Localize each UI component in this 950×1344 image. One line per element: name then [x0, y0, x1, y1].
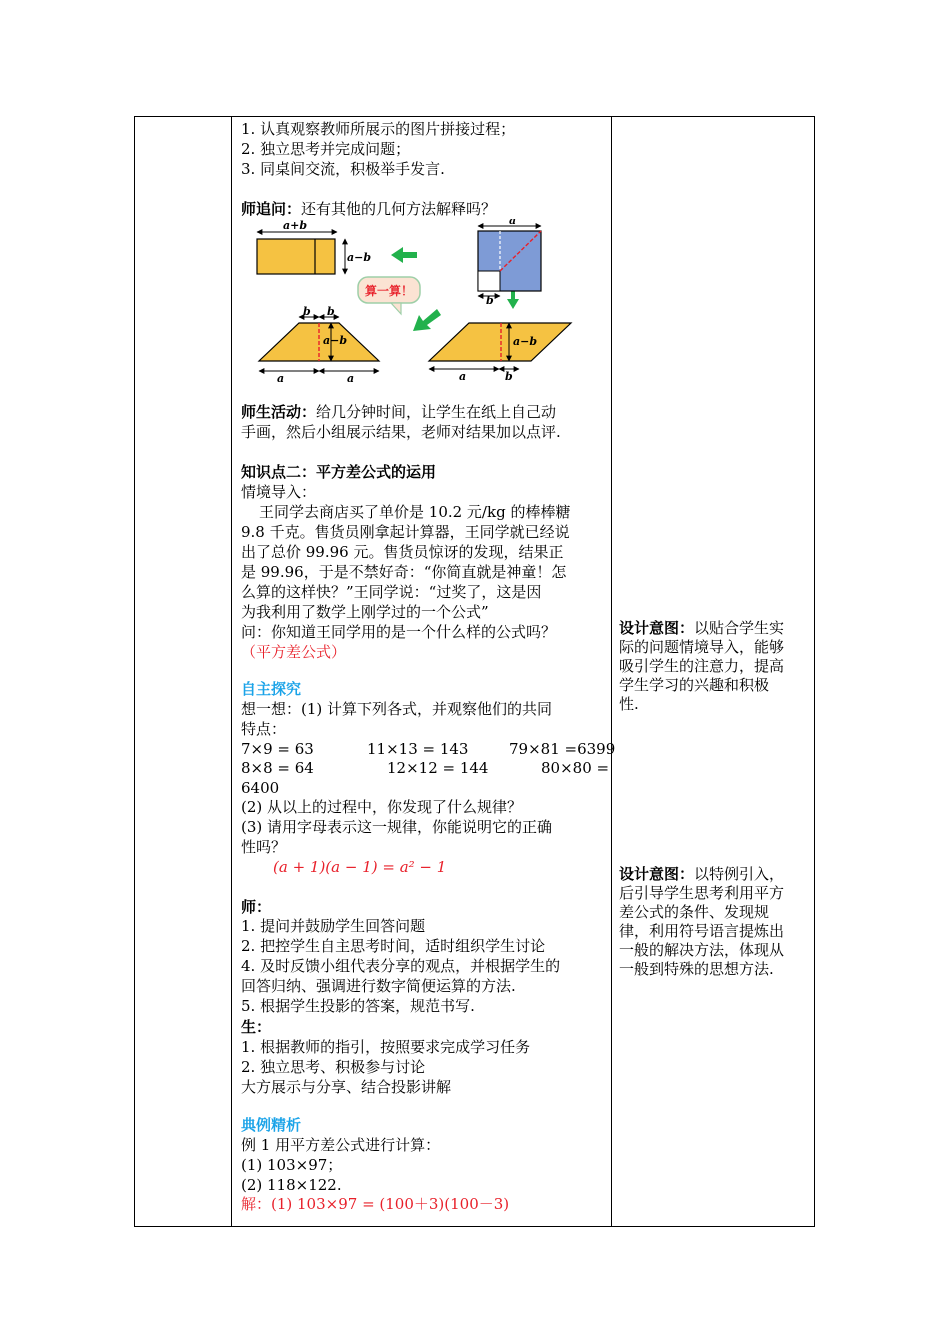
teacher-label: 师：: [241, 898, 272, 916]
square-figure: [478, 219, 541, 307]
example-intro: 例 1 用平方差公式进行计算：: [241, 1136, 441, 1154]
design-line: 吸引学生的注意力，提高: [619, 657, 785, 675]
arrow-diagonal-icon: [413, 309, 441, 331]
explore-title: 自主探究: [241, 680, 302, 698]
teacher-item: 回答归纳、强调进行数字简便运算的方法.: [241, 977, 516, 995]
explore-q2: (2) 从以上的过程中，你发现了什么规律？: [241, 798, 523, 816]
explore-q3b: 性吗？: [241, 838, 287, 856]
student-item: 大方展示与分享、结合投影讲解: [241, 1078, 452, 1096]
rectangle-figure: [257, 219, 371, 274]
example-part-1: (1) 103×97；: [241, 1156, 343, 1174]
story-line: 么算的这样快？”王同学说：“过奖了，这是因: [241, 583, 542, 601]
label-a-trap-right: a: [347, 372, 355, 385]
design-line: 性.: [619, 695, 639, 713]
calc-row-2-wrap: 6400: [241, 779, 280, 797]
knowledge-point-title: 知识点二：平方差公式的运用: [241, 463, 437, 481]
calc-row-1c: 79×81 =6399: [509, 740, 616, 758]
parallelogram-figure: [429, 323, 571, 383]
label-a-top: a: [509, 219, 517, 227]
label-b-square: b: [486, 294, 494, 307]
design-line: 后引导学生思考利用平方: [619, 884, 785, 902]
student-item: 2. 独立思考、积极参与讨论: [241, 1058, 426, 1076]
calc-row-2b: 12×12 = 144: [387, 759, 489, 777]
calc-row-2c: 80×80 =: [541, 759, 610, 777]
design-line: 一般的解决方法，体现从: [619, 941, 785, 959]
teacher-item: 2. 把控学生自主思考时间，适时组织学生讨论: [241, 937, 546, 955]
story-line: 是 99.96，于是不禁好奇：“你简直就是神童！怎: [241, 563, 567, 581]
lesson-table: [134, 116, 815, 1227]
activity-line-1: 师生活动：给几分钟时间，让学生在纸上自己动: [241, 403, 557, 421]
explore-q3a: (3) 请用字母表示这一规律，你能说明它的正确: [241, 818, 553, 836]
label-b-trap-left: b: [303, 305, 311, 318]
column-divider-left: [231, 117, 232, 1226]
question-line: 问：你知道王同学用的是一个什么样的公式吗？: [241, 623, 557, 641]
teacher-item: 4. 及时反馈小组代表分享的观点，并根据学生的: [241, 957, 561, 975]
step-2: 2. 独立思考并完成问题；: [241, 140, 411, 158]
step-3: 3. 同桌间交流，积极举手发言.: [241, 160, 445, 178]
calc-row-1b: 11×13 = 143: [367, 740, 469, 758]
calc-bubble: [358, 277, 420, 314]
trapezoid-figure: [259, 305, 379, 385]
label-a-trap-left: a: [277, 372, 285, 385]
teacher-follow-up: 师追问：还有其他的几何方法解释吗？: [241, 200, 497, 218]
example-part-2: (2) 118×122.: [241, 1176, 342, 1194]
label-b-trap-right: b: [327, 305, 335, 318]
bubble-text: 算一算！: [364, 284, 414, 298]
formula: (a + 1)(a − 1) = a² − 1: [273, 858, 447, 876]
design-line: 一般到特殊的思想方法.: [619, 960, 774, 978]
design-intent-2: 设计意图：以特例引入，: [619, 865, 785, 883]
column-divider-right: [611, 117, 612, 1226]
label-a-plus-b: a+b: [283, 219, 308, 232]
think-line-1: 想一想：(1) 计算下列各式，并观察他们的共同: [241, 700, 553, 718]
answer-line: （平方差公式）: [241, 643, 347, 661]
label-b-para: b: [505, 370, 513, 383]
student-label: 生：: [241, 1018, 272, 1036]
label-a-minus-b-para: a−b: [513, 335, 538, 348]
story-line: 王同学去商店买了单价是 10.2 元/kg 的棒棒糖: [259, 503, 571, 521]
geometry-figure: [241, 219, 601, 389]
activity-line-2: 手画，然后小组展示结果，老师对结果加以点评.: [241, 423, 561, 441]
label-a-minus-b: a−b: [347, 251, 372, 264]
label-a-minus-b-trap: a−b: [323, 334, 348, 347]
arrow-left-icon: [391, 247, 417, 263]
calc-row-2a: 8×8 = 64: [241, 759, 314, 777]
design-line: 差公式的条件、发现规: [619, 903, 770, 921]
think-line-2: 特点：: [241, 720, 287, 738]
story-line: 9.8 千克。售货员刚拿起计算器，王同学就已经说: [241, 523, 570, 541]
intro-label: 情境导入：: [241, 483, 317, 501]
design-line: 律，利用符号语言提炼出: [619, 922, 785, 940]
design-line: 学生学习的兴趣和积极: [619, 676, 770, 694]
design-line: 际的问题情境导入，能够: [619, 638, 785, 656]
story-line: 出了总价 99.96 元。售货员惊讶的发现，结果正: [241, 543, 564, 561]
label-a-para: a: [459, 370, 467, 383]
teacher-item: 1. 提问并鼓励学生回答问题: [241, 917, 426, 935]
teacher-item: 5. 根据学生投影的答案，规范书写.: [241, 997, 475, 1015]
example-title: 典例精析: [241, 1116, 302, 1134]
story-line: 为我利用了数学上刚学过的一个公式”: [241, 603, 489, 621]
calc-row-1a: 7×9 = 63: [241, 740, 314, 758]
step-1: 1. 认真观察教师所展示的图片拼接过程；: [241, 120, 516, 138]
design-intent-1: 设计意图：以贴合学生实: [619, 619, 785, 637]
student-item: 1. 根据教师的指引，按照要求完成学习任务: [241, 1038, 531, 1056]
solution-line: 解：(1) 103×97 = (100＋3)(100－3): [241, 1195, 510, 1213]
